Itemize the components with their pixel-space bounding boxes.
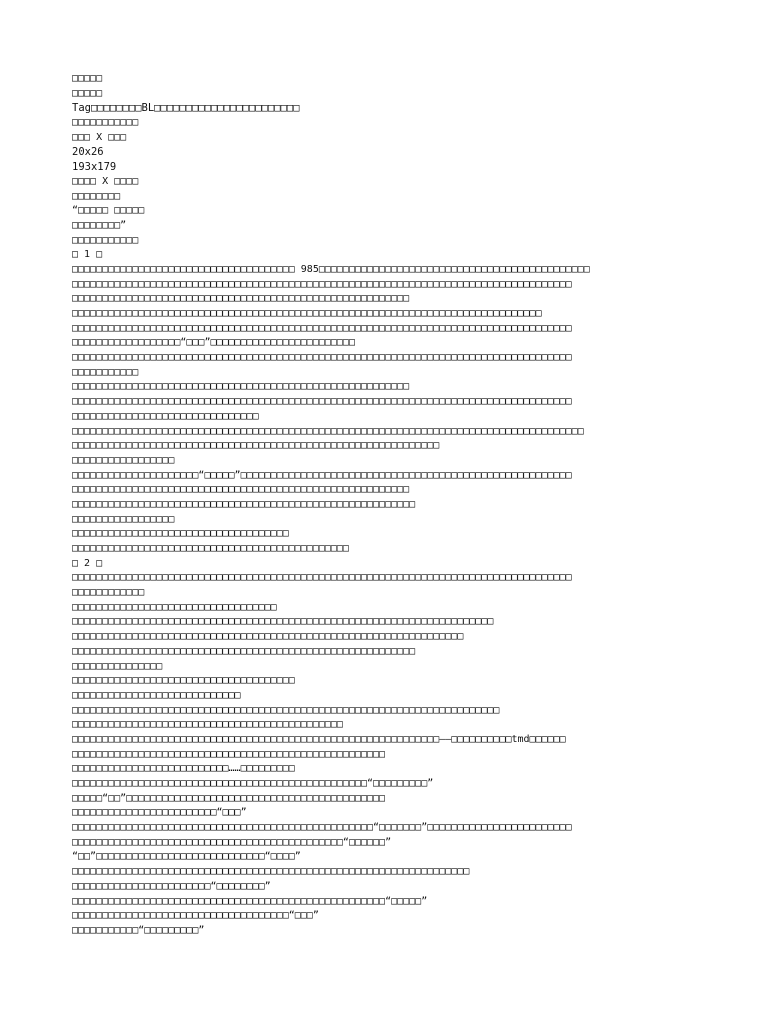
text-line: 20x26 xyxy=(72,146,104,159)
text-line: □□□□□□□□□□□□ xyxy=(72,587,145,599)
text-line: □□□□□□□□□□□□□□□□□□□□□□□□□□□□□□□□□□□□□□□□□□□□□□□□□□“□□□□□□□”□□□□□□□□□□□□□□□□□□□□□□□□ xyxy=(72,822,572,834)
text-line: □□□□□□□□” xyxy=(72,219,127,231)
text-line: □□□□□□□□□□□□□□□□□□□□□□□□□□□□□□□□□□□□□□□□□□□□□□□□□□□□ xyxy=(72,748,386,760)
text-line: □□□□□□□□□□□□□□□□□□□□□□□□□□□□□□□□□□□□□□□□□□□□□□□□□□□□□□□□□ xyxy=(72,498,416,510)
text-line: □□□□□□□□□□□□□□□□□□“□□□”□□□□□□□□□□□□□□□□□□□□□□□□ xyxy=(72,337,355,349)
text-line: □□□□□□□□□□□□□□□□□□□□□□□□□□□□□□□□□□□□□□□□□□□□□□□□□□□□□□□□□□□□□□□□□□□□□□□□□□□□□□□□□□□ xyxy=(72,278,572,290)
text-line: □□□□□□□□□□□□□□□□□□□□□□□□□□□□□□□□□□□□□□□□□□□□□□□□□□□□□□□□□□□□□□□□□□□□□□□□□□□□□□ xyxy=(72,308,542,319)
text-line: □□□□□ xyxy=(72,73,103,84)
text-line: □□□□□□□□□□□□□□□□□□□□□□□□□□□□□□□□□□□□□□□□□□□□□□ xyxy=(72,543,349,554)
text-line: □□□□□□□□□□□□□□□ xyxy=(72,660,163,672)
text-line: □□□□□□□□□□□□□□□□□ xyxy=(72,454,175,466)
text-line: □□□□□□□□□□□□□□□□□□□□□□□□□□□□□□□□□□□□□□□□□□□□□□□□□□□□□□□□□□□□□□□□□ xyxy=(72,631,464,643)
text-line: □□□□□□□□□□□□□□□□□□□□□□□□□□□□□□□□□□□□□□□□□□□□□□□□□□□□□□□□□□□□□□□□□□□□□□□□□□□□□□□□□□□ xyxy=(72,352,572,364)
text-line: □□□□□□□□□□□□□□□□□□□□□□□□“□□□” xyxy=(72,807,247,819)
text-line: □□□□□□□□□□□□□□□□□□□□□□□□□□□□□□□□□□□□□□□□□□□□□□□□□□□□□□□□□□□□□□□□□□□□□□□□□□□□□□□□□□□ xyxy=(72,396,572,408)
text-line: □□□□□□□□□□□□□□□□□ xyxy=(72,513,175,525)
text-line: □□□□□□□□□□□□□□□□□□□□□□□□□□□□□□□□□□□□□□□□□□□□□□□□□□□□“□□□□□” xyxy=(72,895,428,907)
text-line: □□□□□□□□□□□□□□□□□□□□□“□□□□□”□□□□□□□□□□□□□□□□□□□□□□□□□□□□□□□□□□□□□□□□□□□□□□□□□□□□□□□ xyxy=(72,469,572,481)
text-line: □ 2 □ xyxy=(72,557,103,569)
document-page xyxy=(72,72,712,952)
text-line: □□□□□□□□□□□□□□□□□□□□□□□□□□□□□□□□□□□□□□□□□□□□□□□□□□□□□□□□□□□□□□□□□□□□□□□□□□□□□□□□□□□□□ xyxy=(72,425,584,437)
text-line: “□□□□□ □□□□□ xyxy=(72,205,145,217)
text-line: □□□□□□□□□□□ xyxy=(72,117,139,129)
text-line: □□□□□□□□□□□□□□□□□□□□□□□□□□□□□□□□□□□□□□□□□□□□□□□□□□□□□□□□□□□□□□□□□□□□□□ xyxy=(72,616,494,628)
text-line: □□□□□ xyxy=(72,87,103,99)
text-line: □□□□□“□□”□□□□□□□□□□□□□□□□□□□□□□□□□□□□□□□□□□□□□□□□□□□ xyxy=(72,792,386,804)
text-line: □□□□□□□□□□□□□□□□□□□□□□□□□□□□□□□□□□□□□□□□□□□□□□□□□□□□□□□□□□□□□□□□□□□□□□□□□□□□□□□□□□□ xyxy=(72,322,572,334)
text-line: □□□□□□□□□□□□□□□□□□□□□□□□□□□□□□□□□□□□“□□□” xyxy=(72,910,319,922)
text-line: □□□□□□□□□□□□□□□□□□□□□□□□□□□□□□□□□□□□□□□□□□□□□□□□□□□□□□□□□□□□□——□□□□□□□□□□tmd□□□□□□ xyxy=(72,733,566,745)
text-line: □□□□□□□□□□□□□□□□□□□□□□□□□□□□□□□□□□ xyxy=(72,601,277,613)
text-line: □□□□□□□□ xyxy=(72,190,121,202)
text-line: □□□□□□□□□□□□□□□□□□□□□□□□□□□□□□□□□□□□□□□□□□□□□□□□□□□□□□□□□□□□□ xyxy=(72,440,440,452)
text-line: □□□□□□□□□□□□□□□□□□□□□□□□□□□□□□□□□□□□□□□□□□□□□□□□□□□□□□□□ xyxy=(72,293,410,305)
text-line: □□□□□□□□□□□□□□□□□□□□□□□□□□□□□□□□□□□□□ 985□□□□□□□□□□□□□□□□□□□□□□□□□□□□□□□□□□□□□□□□□□□□□ xyxy=(72,263,590,275)
text-line: □□□□□□□□□□□□□□□□□□□□□□□□□□□□□□□□□□□□□□□□□□□□□“□□□□□□” xyxy=(72,836,392,848)
text-line: □□□□□□□□□□□□□□□□□□□□□□□□□□□□□□□□□□□□□□□□□□□□□□□□□□□□□□□□ xyxy=(72,381,410,393)
text-line: □□□□□□□□□□□ xyxy=(72,234,139,246)
text-line: □□□□□□□□□□□□□□□□□□□□□□□□□□□□□□□□□□□□ xyxy=(72,528,289,540)
text-line: □□□□□□□□□□□□□□□□□□□□□□□□□□□□□□□□□□□□□□□□□□□□□□□□□“□□□□□□□□□” xyxy=(72,778,434,789)
text-line: □□□□□□□□□□□ xyxy=(72,366,139,378)
text-line: □□□□□□□□□□□□□□□□□□□□□□□□□□□□□□□□□□□□□□□□□□□□□□□□□□□□□□□□□□□□□□□□□□ xyxy=(72,866,470,878)
text-line: □□□□□□□□□□□□□□□□□□□□□□□□□□□□□□□□□□□□□ xyxy=(72,675,295,687)
text-line: □□□□□□□□□□□□□□□□□□□□□□□□□□□□□□□□□□□□□□□□□□□□□ xyxy=(72,719,343,731)
text-line: □□□□□□□□□□□□□□□□□□□□□□□“□□□□□□□□” xyxy=(72,880,271,892)
text-line: □□□□□□□□□□□□□□□□□□□□□□□□□□……□□□□□□□□□ xyxy=(72,763,295,775)
text-line: □□□ X □□□ xyxy=(72,131,127,143)
text-line: □ 1 □ xyxy=(72,249,103,261)
text-line: Tag□□□□□□□□BL□□□□□□□□□□□□□□□□□□□□□□□ xyxy=(72,102,300,115)
text-line: □□□□□□□□□□□□□□□□□□□□□□□□□□□□□□□□□□□□□□□□□□□□□□□□□□□□□□□□□□□□□□□□□□□□□□□□□□□□□□□□□□□ xyxy=(72,572,572,584)
text-line: □□□□□□□□□□□□□□□□□□□□□□□□□□□□ xyxy=(72,689,241,701)
text-line: 193x179 xyxy=(72,161,117,174)
text-line: □□□□□□□□□□□“□□□□□□□□□” xyxy=(72,924,205,936)
text-line: □□□□□□□□□□□□□□□□□□□□□□□□□□□□□□□ xyxy=(72,410,259,422)
text-line: □□□□□□□□□□□□□□□□□□□□□□□□□□□□□□□□□□□□□□□□□□□□□□□□□□□□□□□□□ xyxy=(72,645,416,657)
text-line: □□□□□□□□□□□□□□□□□□□□□□□□□□□□□□□□□□□□□□□□□□□□□□□□□□□□□□□□□□□□□□□□□□□□□□□ xyxy=(72,704,500,716)
text-line: “□□”□□□□□□□□□□□□□□□□□□□□□□□□□□□□“□□□□” xyxy=(72,851,301,863)
text-line: □□□□ X □□□□ xyxy=(72,175,139,187)
text-line: □□□□□□□□□□□□□□□□□□□□□□□□□□□□□□□□□□□□□□□□□□□□□□□□□□□□□□□□ xyxy=(72,484,410,496)
